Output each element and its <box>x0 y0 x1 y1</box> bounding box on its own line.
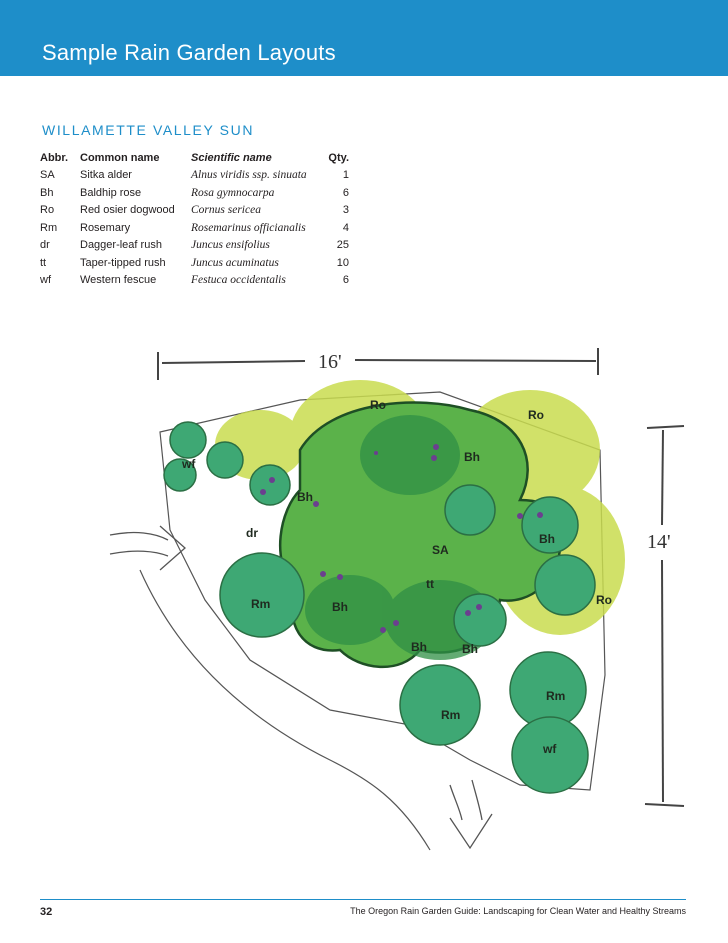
cell-abbr: dr <box>40 239 50 252</box>
cell-common-name: Dagger-leaf rush <box>80 239 162 252</box>
label-bh-1: Bh <box>464 450 480 464</box>
col-header-qty: Qty. <box>328 151 349 164</box>
table-row <box>40 272 349 290</box>
footer-book-title: The Oregon Rain Garden Guide: Landscaping for Clean Water and Healthy Streams <box>350 906 686 916</box>
label-bh-3: Bh <box>539 532 555 546</box>
label-ro-2: Ro <box>528 408 544 422</box>
footer-divider <box>40 899 686 900</box>
cell-abbr: Rm <box>40 221 58 234</box>
table-row <box>40 167 349 185</box>
col-header-abbr: Abbr. <box>40 151 69 164</box>
height-dimension <box>645 426 684 806</box>
cell-common-name: Sitka alder <box>80 169 132 182</box>
label-rm-1: Rm <box>251 597 271 611</box>
width-dimension-label: 16' <box>318 351 342 373</box>
inflow-arrow <box>110 526 185 570</box>
label-bh-4: Bh <box>332 600 348 614</box>
table-row <box>40 237 349 255</box>
cell-abbr: Bh <box>40 186 54 199</box>
label-sa: SA <box>432 543 449 557</box>
label-wf-1: wf <box>182 457 196 471</box>
label-bh-6: Bh <box>462 642 478 656</box>
cell-qty: 6 <box>342 186 349 199</box>
outflow-arrow <box>450 780 492 848</box>
cell-qty: 10 <box>336 256 349 269</box>
height-dimension-label: 14' <box>647 531 671 553</box>
cell-common-name: Taper-tipped rush <box>80 256 166 269</box>
label-ro-1: Ro <box>370 398 386 412</box>
cell-abbr: SA <box>40 169 55 182</box>
label-dr: dr <box>246 526 258 540</box>
cell-common-name: Western fescue <box>80 274 157 287</box>
cell-scientific-name: Juncus ensifolius <box>191 239 270 252</box>
cell-abbr: Ro <box>40 204 55 217</box>
cell-abbr: tt <box>40 256 47 269</box>
col-header-common-name: Common name <box>80 151 160 164</box>
label-bh-5: Bh <box>411 640 427 654</box>
width-dimension <box>158 348 598 380</box>
page-number: 32 <box>40 906 53 918</box>
label-ro-3: Ro <box>596 593 612 607</box>
cell-qty: 3 <box>342 204 349 217</box>
table-row <box>40 219 349 237</box>
table-row <box>40 184 349 202</box>
section-title: WILLAMETTE VALLEY SUN <box>42 122 255 138</box>
cell-common-name: Baldhip rose <box>80 186 142 199</box>
cell-common-name: Red osier dogwood <box>80 204 175 217</box>
label-rm-2: Rm <box>546 689 566 703</box>
label-wf-2: wf <box>543 742 557 756</box>
cell-scientific-name: Rosa gymnocarpa <box>191 186 275 199</box>
table-row <box>40 254 349 272</box>
label-bh-2: Bh <box>297 490 313 504</box>
label-rm-3: Rm <box>441 708 461 722</box>
cell-scientific-name: Festuca occidentalis <box>191 274 286 287</box>
table-header-row <box>40 149 349 167</box>
cell-common-name: Rosemary <box>80 221 131 234</box>
cell-qty: 4 <box>342 221 349 234</box>
cell-scientific-name: Rosemarinus officianalis <box>191 221 306 234</box>
page-title: Sample Rain Garden Layouts <box>42 40 336 65</box>
cell-scientific-name: Alnus viridis ssp. sinuata <box>191 169 307 182</box>
label-tt: tt <box>426 577 434 591</box>
cell-scientific-name: Juncus acuminatus <box>191 256 279 269</box>
page-header <box>0 0 728 76</box>
col-header-scientific-name: Scientific name <box>191 151 272 164</box>
cell-qty: 1 <box>342 169 349 182</box>
plant-table <box>40 149 349 289</box>
cell-scientific-name: Cornus sericea <box>191 204 261 217</box>
cell-qty: 6 <box>342 274 349 287</box>
cell-qty: 25 <box>336 239 349 252</box>
rain-garden-layout-drawing <box>0 330 728 885</box>
table-row <box>40 202 349 220</box>
cell-abbr: wf <box>40 274 51 287</box>
